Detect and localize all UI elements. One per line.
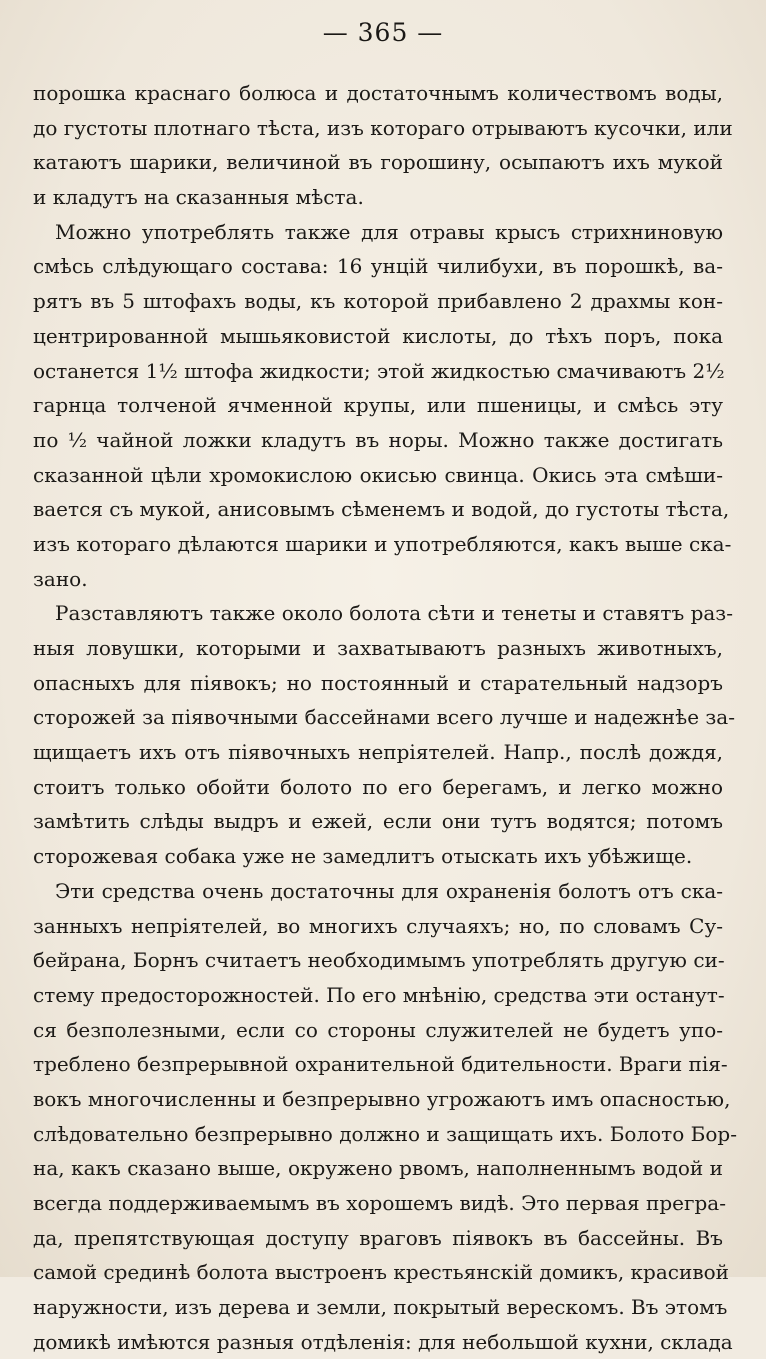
text-line: да, препятствующая доступу враговъ піявокъ въ бассейны. Въ [33, 1225, 723, 1250]
text-line: бейрана, Борнъ считаетъ необходимымъ употреблять другую си- [33, 948, 725, 973]
page-number: — 365 — [322, 18, 444, 47]
text-line: Эти средства очень достаточны для охраненія болотъ отъ ска- [55, 878, 723, 903]
text-line: вается съ мукой, анисовымъ сѣменемъ и водой, до густоты тѣста, [33, 497, 730, 522]
text-line: вокъ многочисленны и безпрерывно угрожаютъ имъ опасностью, [33, 1086, 731, 1111]
text-line: занныхъ непріятелей, во многихъ случаяхъ; но, по словамъ Су- [33, 913, 723, 938]
text-line: сторожевая собака уже не замедлитъ отыскать ихъ убѣжище. [33, 844, 693, 869]
text-line: слѣдовательно безпрерывно должно и защищать ихъ. Болото Бор- [33, 1121, 737, 1146]
text-line: домикѣ имѣются разныя отдѣленія: для небольшой кухни, склада [33, 1329, 733, 1354]
text-line: стоитъ только обойти болото по его берегамъ, и легко можно [33, 774, 723, 799]
text-line: ныя ловушки, которыми и захватываютъ разныхъ животныхъ, [33, 636, 723, 660]
text-line: до густоты плотнаго тѣста, изъ котораго отрываютъ кусочки, или [33, 115, 733, 140]
text-line: смѣсь слѣдующаго состава: 16 унцій чилибухи, въ порошкѣ, ва- [33, 254, 723, 279]
text-line: наружности, изъ дерева и земли, покрытый верескомъ. Въ этомъ [33, 1295, 728, 1320]
text-line: порошка краснаго болюса и достаточнымъ количествомъ воды, [33, 81, 723, 105]
text-line: всегда поддерживаемымъ въ хорошемъ видѣ. Это первая прегра- [33, 1191, 726, 1215]
text-line: треблено безпрерывной охранительной бдительности. Враги пія- [33, 1052, 728, 1077]
text-line: гарнца толченой ячменной крупы, или пшеницы, и смѣсь эту [33, 393, 723, 418]
text-line: щищаетъ ихъ отъ піявочныхъ непріятелей. Напр., послѣ дождя, [33, 740, 723, 765]
text-line: зано. [33, 566, 88, 591]
text-line: рятъ въ 5 штофахъ воды, къ которой прибавлено 2 драхмы кон- [33, 289, 723, 314]
text-line: стему предосторожностей. По его мнѣнію, средства эти останут- [33, 982, 725, 1007]
text-line: по ½ чайной ложки кладутъ въ норы. Можно также достигать [33, 427, 723, 452]
text-line: самой срединѣ болота выстроенъ крестьянскій домикъ, красивой [33, 1260, 729, 1285]
text-line: ся безполезными, если со стороны служителей не будетъ упо- [33, 1017, 723, 1042]
text-line: сказанной цѣли хромокислою окисью свинца. Окись эта смѣши- [33, 462, 723, 487]
text-line: останется 1½ штофа жидкости; этой жидкостью смачиваютъ 2½ [33, 358, 725, 383]
text-line: катаютъ шарики, величиной въ горошину, осыпаютъ ихъ мукой [33, 150, 723, 175]
text-line: на, какъ сказано выше, окружено рвомъ, наполненнымъ водой и [33, 1156, 723, 1181]
text-line: и кладутъ на сказанныя мѣста. [33, 185, 364, 210]
text-line: замѣтить слѣды выдръ и ежей, если они тутъ водятся; потомъ [33, 809, 723, 834]
body-text [33, 76, 737, 1359]
text-line: сторожей за піявочными бассейнами всего лучше и надежнѣе за- [33, 705, 735, 730]
text-line: Разставляютъ также около болота сѣти и тенеты и ставятъ раз- [55, 601, 733, 626]
text-line: Можно употреблять также для отравы крысъ стрихниновую [55, 219, 723, 244]
text-line: центрированной мышьяковистой кислоты, до тѣхъ поръ, пока [33, 323, 723, 348]
text-line: изъ котораго дѣлаются шарики и употребляются, какъ выше ска- [33, 531, 732, 556]
text-line: опасныхъ для піявокъ; но постоянный и старательный надзоръ [33, 670, 723, 695]
